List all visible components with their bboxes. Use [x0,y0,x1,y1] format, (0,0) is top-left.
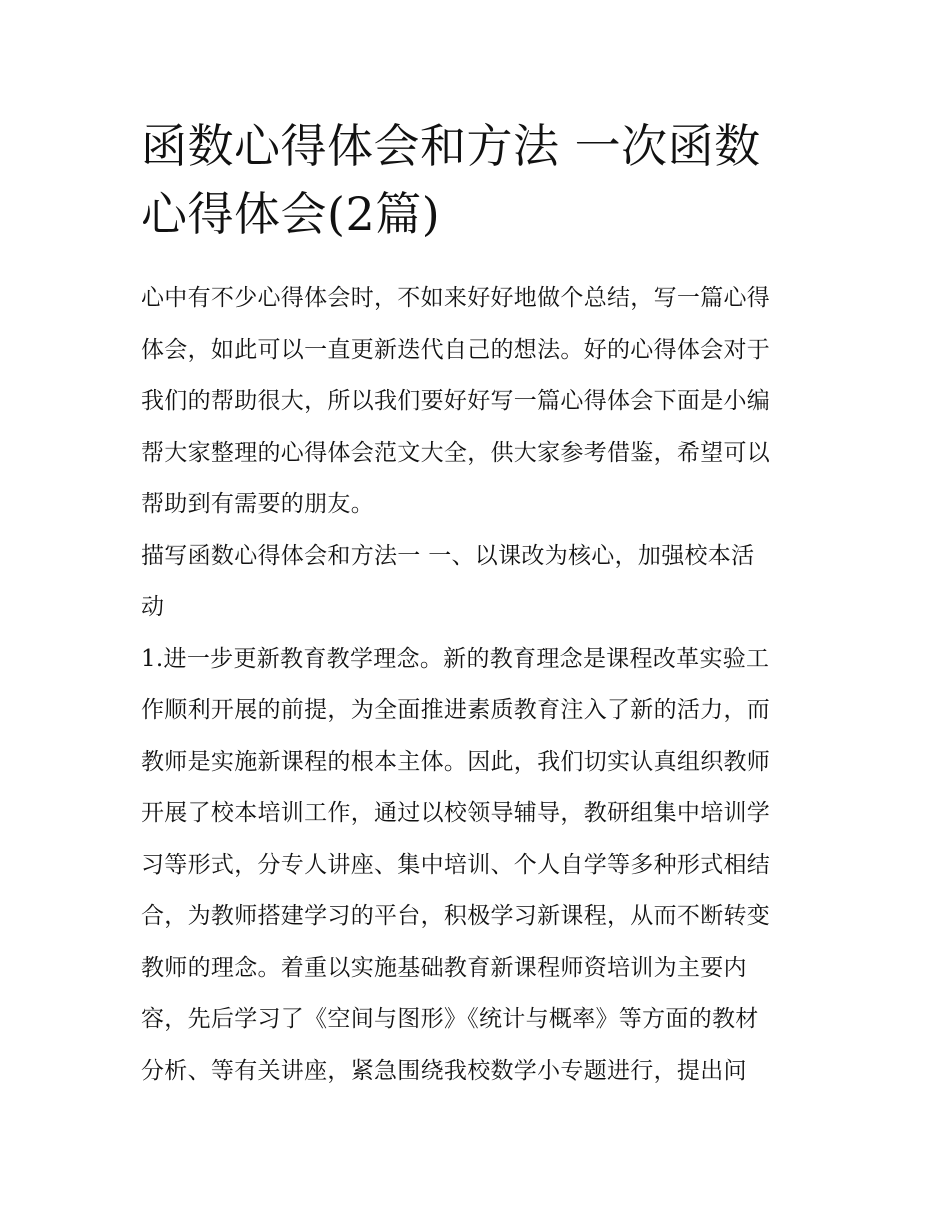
section-heading [141,531,813,634]
intro-paragraph [141,273,813,531]
title-line-2: 心得体会(2篇) [141,187,441,241]
title-line-1: 函数心得体会和方法 一次函数 [141,119,761,173]
intro-line: 帮大家整理的心得体会范文大全，供大家参考借鉴，希望可以 [141,439,771,466]
intro-line: 心中有不少心得体会时，不如来好好地做个总结，写一篇心得 [141,285,771,311]
body-line: 分析、等有关讲座，紧急围绕我校数学小专题进行，提出问 [141,1057,747,1084]
body-line: 教师的理念。着重以实施基础教育新课程师资培训为主要内 [141,954,747,981]
body-line: 合，为教师搭建学习的平台，积极学习新课程，从而不断转变 [141,903,771,929]
intro-line: 体会，如此可以一直更新迭代自己的想法。好的心得体会对于 [141,336,771,363]
intro-line: 我们的帮助很大，所以我们要好好写一篇心得体会下面是小编 [141,388,771,414]
document-page [141,112,813,1097]
intro-line: 帮助到有需要的朋友。 [141,491,374,517]
heading-line: 动 [141,594,165,620]
body-line: 习等形式，分专人讲座、集中培训、个人自学等多种形式相结 [141,851,771,878]
body-line: 作顺利开展的前提，为全面推进素质教育注入了新的活力，而 [141,697,771,723]
body-line: 开展了校本培训工作，通过以校领导辅导，教研组集中培训学 [141,800,771,826]
body-paragraph [141,634,813,1098]
body-line: 教师是实施新课程的根本主体。因此，我们切实认真组织教师 [141,748,771,775]
body-line: 1.进一步更新教育教学理念。新的教育理念是课程改革实验工 [141,645,770,672]
heading-line: 描写函数心得体会和方法一 一、以课改为核心，加强校本活 [141,542,755,569]
document-title [141,112,813,248]
body-line: 容，先后学习了《空间与图形》《统计与概率》等方面的教材 [141,1006,759,1032]
